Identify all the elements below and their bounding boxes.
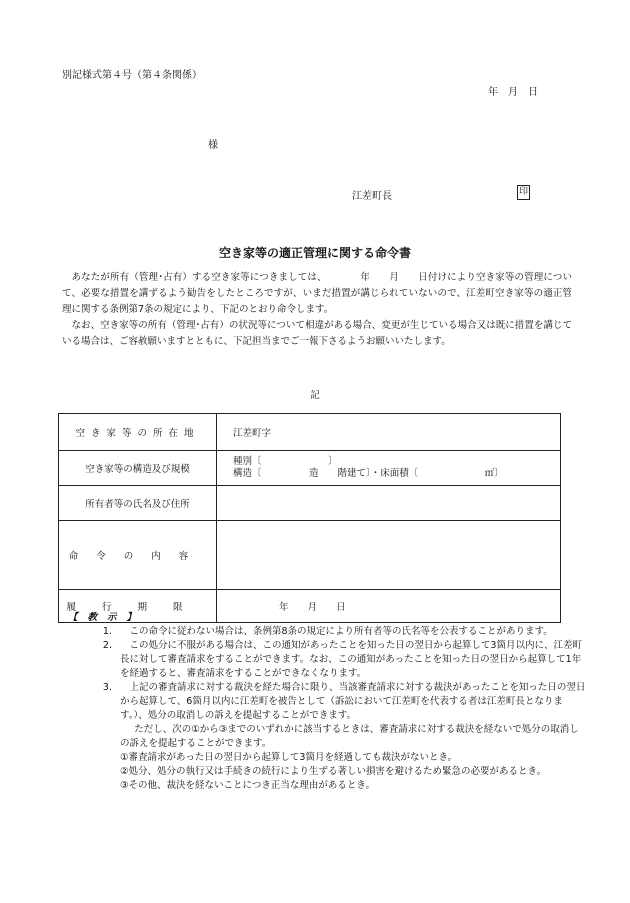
- structure-build: 構造〔 造 階建て〕・床面積〔 ㎡〕: [233, 468, 504, 479]
- case-item: ①審査請求があった日の翌日から起算して3箇月を経過しても裁決がないとき。: [120, 752, 458, 763]
- table-row: [59, 414, 561, 451]
- document-title: 空き家等の適正管理に関する命令書: [218, 246, 411, 260]
- order-content-value: [217, 521, 561, 590]
- instructions-heading: 【教示】: [68, 612, 147, 623]
- instruction-item: [62, 639, 587, 681]
- item-text: 上記の審査請求に対する裁決を経た場合に限り、当該審査請求に対する裁決があったことを知った日の翌日から起算して、6箇月以内に江差町を被告として（訴訟において江差町を代表する者は江差町長となります。）、処分の取消しの訴えを提起することができます。: [120, 682, 586, 721]
- instruction-item: [62, 681, 587, 723]
- addressee-suffix: 様: [208, 140, 218, 151]
- structure-kind: 種別〔 〕: [233, 456, 338, 467]
- table-row: [59, 521, 561, 590]
- order-table: [58, 413, 561, 623]
- item-number: 3.: [102, 682, 112, 693]
- seal-mark: 印: [517, 185, 530, 200]
- location-value: 江差町字: [217, 414, 561, 451]
- case-item: ②処分、処分の執行又は手続きの続行により生ずる著しい損害を避けるため緊急の必要があるとき。: [120, 766, 547, 777]
- instruction-item: [62, 625, 587, 639]
- form-number: 別記様式第４号（第４条関係）: [62, 70, 202, 81]
- issuer-name: 江差町長: [352, 191, 392, 202]
- owner-value: [217, 486, 561, 521]
- body-paragraph-1: あなたが所有（管理･占有）する空き家等につきましては、 年 月 日付けにより空き家等の管理について、必要な措置を講ずるよう勧告をしたところですが、いまだ措置が講じられていないので、江差町空き家等の適正管理に関する条例第7条の規定により、下記のとおり命令します。: [62, 272, 572, 315]
- ki-heading: 記: [310, 390, 320, 401]
- structure-value: [217, 451, 561, 486]
- body-paragraph-2: なお、空き家等の所有（管理･占有）の状況等について相違がある場合、変更が生じている場合又は既に措置を講じている場合は、ご容赦願いますとともに、下記担当までご一報下さるようお願いいたします。: [62, 320, 572, 347]
- location-label: 空き家等の所在地: [59, 414, 217, 451]
- item-text: この処分に不服がある場合は、この通知があったことを知った日の翌日から起算して3箇月以内に、江差町長に対して審査請求をすることができます。なお、この通知があったことを知った日の翌日から起算して1年を経過すると、審査請求をすることができなくなります。: [120, 640, 582, 679]
- item-text: この命令に従わない場合は、条例第8条の規定により所有者等の氏名等を公表することがあります。: [129, 626, 553, 637]
- deadline-label: 履行期限: [59, 590, 217, 623]
- table-row: [59, 486, 561, 521]
- deadline-value: 年 月 日: [217, 590, 561, 623]
- issue-date: 年 月 日: [488, 87, 538, 98]
- structure-label: 空き家等の構造及び規模: [59, 451, 217, 486]
- proviso-text: ただし、次の①から③までのいずれかに該当するときは、審査請求に対する裁決を経ないで処分の取消しの訴えを提起することができます。: [120, 724, 579, 749]
- item-number: 2.: [102, 640, 112, 651]
- item-number: 1.: [102, 626, 112, 637]
- order-content-label: 命令の内容: [59, 521, 217, 590]
- owner-label: 所有者等の氏名及び住所: [59, 486, 217, 521]
- instructions: [62, 611, 587, 793]
- table-row: [59, 451, 561, 486]
- case-item: ③その他、裁決を経ないことにつき正当な理由があるとき。: [120, 780, 375, 791]
